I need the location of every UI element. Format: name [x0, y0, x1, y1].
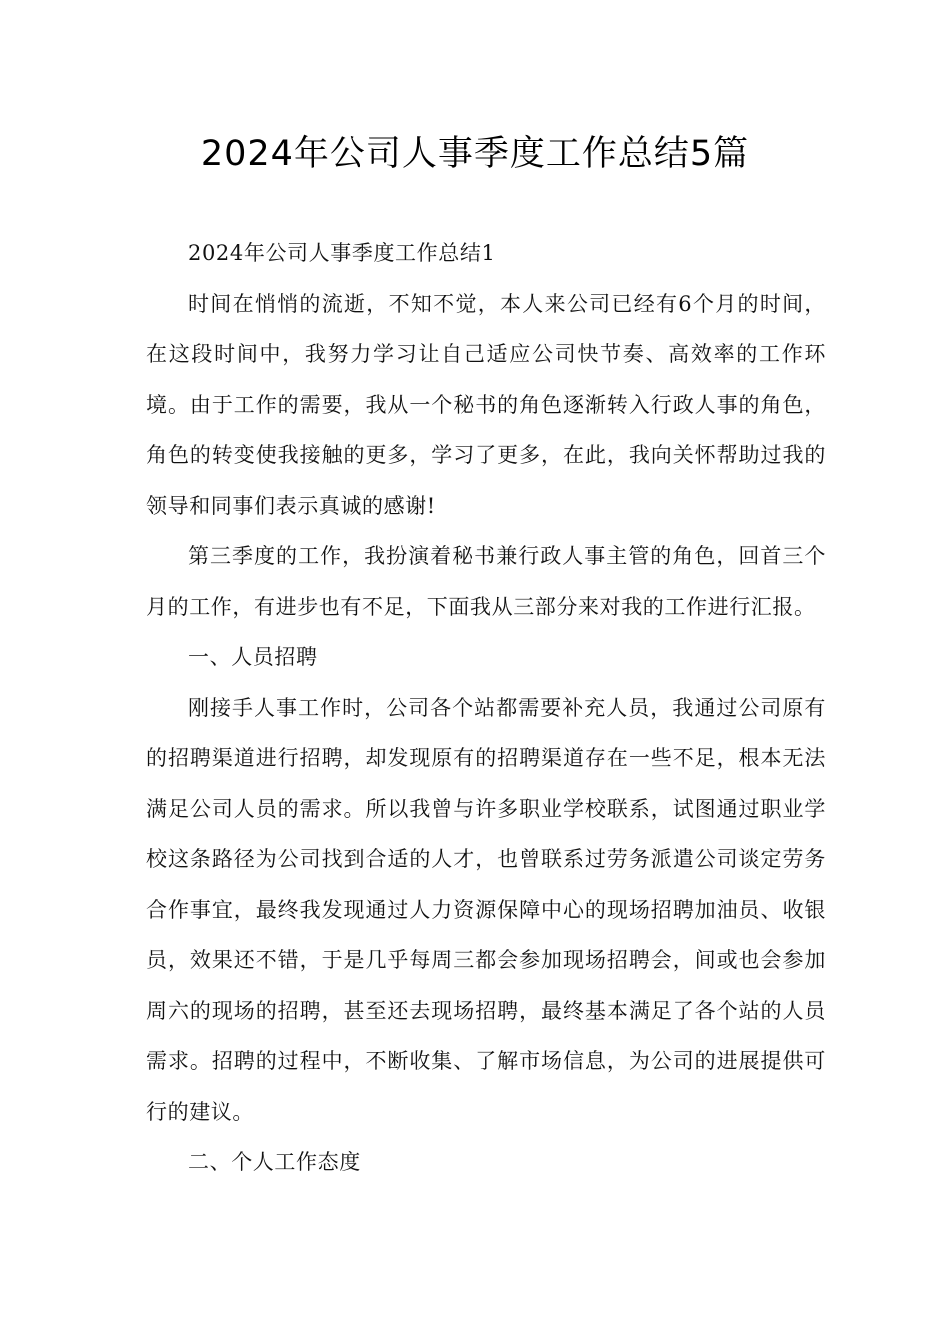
- section-heading-recruitment: 一、人员招聘: [188, 645, 318, 669]
- section-subtitle: 2024年公司人事季度工作总结1: [188, 241, 496, 265]
- section-heading-attitude: 二、个人工作态度: [188, 1150, 361, 1174]
- document-title: 2024年公司人事季度工作总结5篇: [200, 134, 750, 174]
- paragraph-recruitment: 刚接手人事工作时，公司各个站都需要补充人员，我通过公司原有的招聘渠道进行招聘，却发现原有的招聘渠道存在一些不足，根本无法满足公司人员的需求。所以我曾与许多职业学校联系，试图通过职业学校这条路径为公司找到合适的人才，也曾联系过劳务派遣公司谈定劳务合作事宜，最终我发现通过人力资源保障中心的现场招聘加油员、收银员，效果还不错，于是几乎每周三都会参加现场招聘会，间或也会参加周六的现场的招聘，甚至还去现场招聘，最终基本满足了各个站的人员需求。招聘的过程中，不断收集、了解市场信息，为公司的进展提供可行的建议。: [146, 695, 826, 1124]
- paragraph-intro: 时间在悄悄的流逝，不知不觉，本人来公司已经有6个月的时间，在这段时间中，我努力学习让自己适应公司快节奏、高效率的工作环境。由于工作的需要，我从一个秘书的角色逐渐转入行政人事的角色，角色的转变使我接触的更多，学习了更多，在此，我向关怀帮助过我的领导和同事们表示真诚的感谢!: [146, 291, 826, 518]
- paragraph-overview: 第三季度的工作，我扮演着秘书兼行政人事主管的角色，回首三个月的工作，有进步也有不足，下面我从三部分来对我的工作进行汇报。: [146, 544, 826, 619]
- document-body: [146, 228, 826, 1188]
